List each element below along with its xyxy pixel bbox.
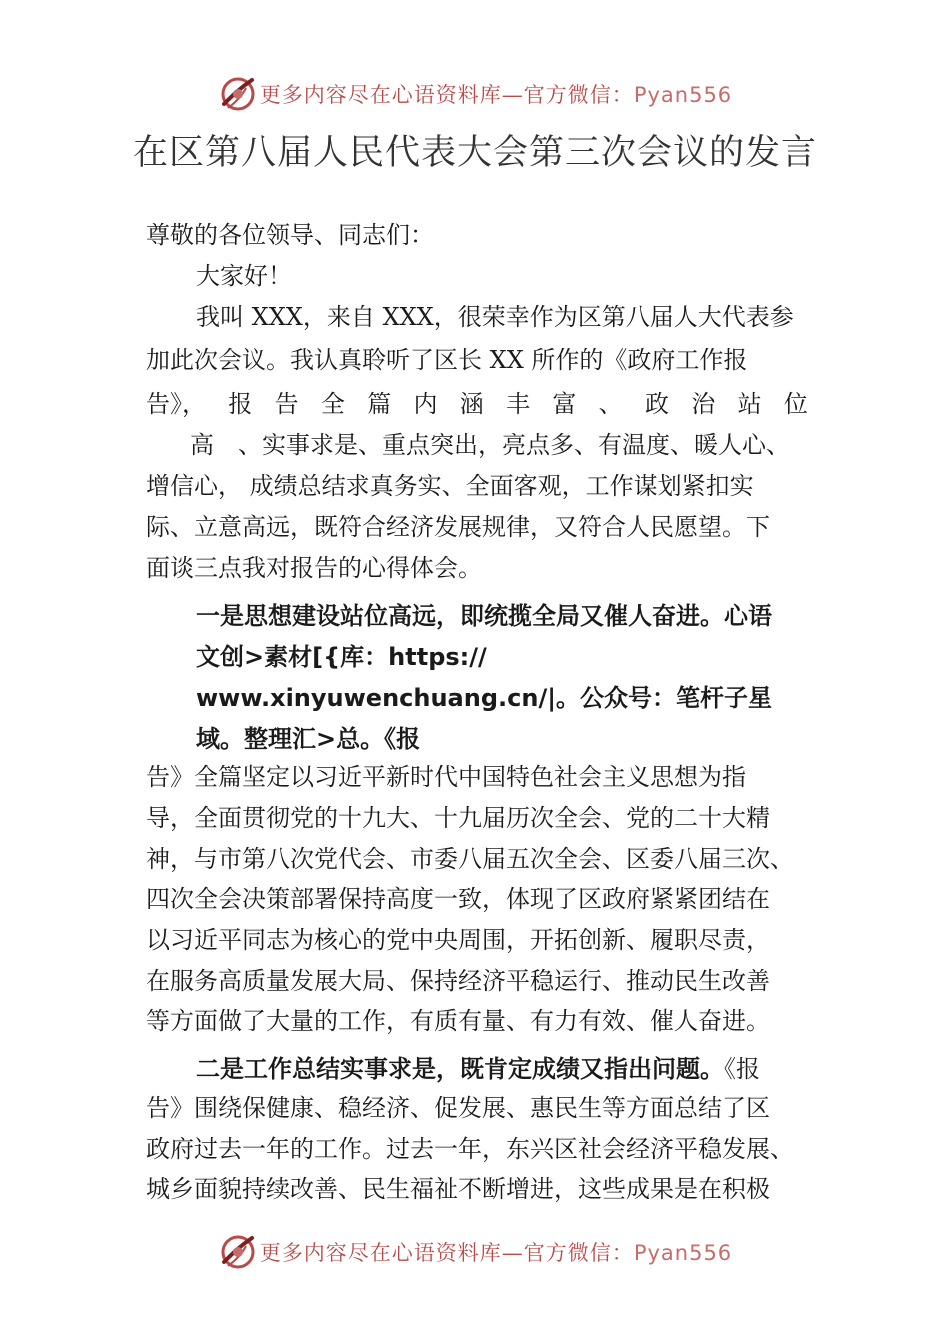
watermark-text <box>260 1237 732 1267</box>
paragraph-line: 在服务高质量发展大局、保持经济平稳运行、推动民生改善 <box>146 967 770 995</box>
paragraph-line: 以习近平同志为核心的党中央周围，开拓创新、履职尽责， <box>146 926 770 954</box>
paragraph-line: 增信心， 成绩总结求真务实、全面客观，工作谋划紧扣实 <box>146 472 754 500</box>
paragraph-line: 城乡面貌持续改善、民生福祉不断增进，这些成果是在积极 <box>146 1175 770 1203</box>
spread-char: 篇 <box>367 390 392 418</box>
paragraph-line: 面谈三点我对报告的心得体会。 <box>146 554 482 582</box>
spread-char: 报 <box>228 390 253 418</box>
paragraph-line-justified <box>146 389 808 419</box>
point1-heading-line: 域。整理汇>总。《报 <box>196 725 421 753</box>
spread-char: 、 <box>598 390 623 418</box>
spread-char: 政 <box>644 390 669 418</box>
watermark-banner-top <box>0 70 950 118</box>
watermark-wechat-id: Pyan556 <box>633 83 733 107</box>
watermark-text <box>260 79 732 109</box>
point2-heading-tail: 《报 <box>724 1055 760 1083</box>
paragraph-line: 我叫 XXX，来自 XXX，很荣幸作为区第八届人大代表参 <box>196 303 794 331</box>
watermark-label: 更多内容尽在心语资料库—官方微信： <box>259 83 634 107</box>
paragraph-line: 政府过去一年的工作。过去一年，东兴区社会经济平稳发展、 <box>146 1135 794 1163</box>
spread-char: 内 <box>413 390 438 418</box>
paragraph-line: 加此次会议。我认真聆听了区长 XX 所作的《政府工作报 <box>146 346 748 374</box>
brush-logo-icon <box>218 1232 258 1272</box>
point1-heading-line: www.xinyuwenchuang.cn/|。公众号：笔杆子星 <box>196 684 772 712</box>
paragraph-line: 高 、实事求是、重点突出，亮点多、有温度、暖人心、 <box>190 431 790 459</box>
point1-heading-line: 文创>素材[{库：https:// <box>196 643 487 671</box>
watermark-wechat-id: Pyan556 <box>633 1241 733 1265</box>
spread-char: 站 <box>737 390 762 418</box>
spread-char: 富 <box>552 390 577 418</box>
paragraph-line: 告》围绕保健康、稳经济、促发展、惠民生等方面总结了区 <box>146 1094 770 1122</box>
document-title: 在区第八届人民代表大会第三次会议的发言 <box>132 133 817 173</box>
paragraph-line: 导，全面贯彻党的十九大、十九届历次全会、党的二十大精 <box>146 804 770 832</box>
watermark-label: 更多内容尽在心语资料库—官方微信： <box>259 1241 634 1265</box>
watermark-banner-bottom <box>0 1228 950 1276</box>
spread-char: 告》， <box>146 390 206 418</box>
paragraph-line: 际、立意高远，既符合经济发展规律，又符合人民愿望。下 <box>146 513 770 541</box>
paragraph-line: 等方面做了大量的工作，有质有量、有力有效、催人奋进。 <box>146 1007 770 1035</box>
spread-char: 全 <box>320 390 345 418</box>
paragraph-line: 四次全会决策部署保持高度一致，体现了区政府紧紧团结在 <box>146 885 770 913</box>
greeting: 大家好！ <box>196 262 292 290</box>
spread-char: 告 <box>274 390 299 418</box>
salutation: 尊敬的各位领导、同志们： <box>146 221 434 249</box>
spread-char: 涵 <box>459 390 484 418</box>
paragraph-line: 告》全篇坚定以习近平新时代中国特色社会主义思想为指 <box>146 763 746 791</box>
point2-heading-line <box>196 1054 760 1084</box>
spread-char: 治 <box>691 390 716 418</box>
point1-heading-line: 一是思想建设站位高远，即统揽全局又催人奋进。心语 <box>196 602 772 630</box>
spread-char: 位 <box>783 390 808 418</box>
brush-logo-icon <box>218 74 258 114</box>
spread-char: 丰 <box>506 390 531 418</box>
paragraph-line: 神，与市第八次党代会、市委八届五次全会、区委八届三次、 <box>146 845 794 873</box>
point2-heading: 二是工作总结实事求是，既肯定成绩又指出问题。 <box>196 1055 724 1083</box>
